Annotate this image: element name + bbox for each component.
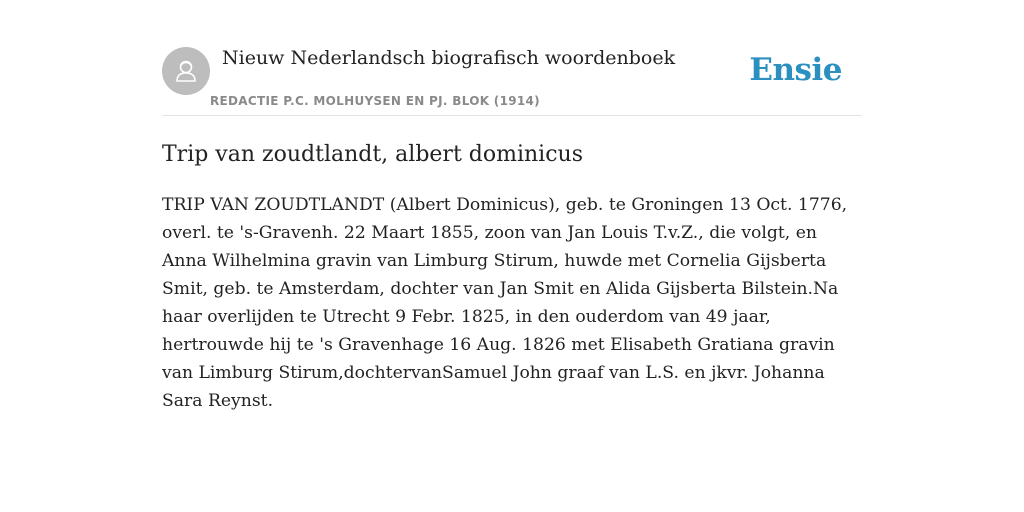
source-avatar[interactable] (162, 47, 210, 95)
source-title[interactable]: Nieuw Nederlandsch biografisch woordenboek (222, 47, 676, 69)
entry-title: Trip van zoudtlandt, albert dominicus (162, 142, 583, 167)
entry-body: TRIP VAN ZOUDTLANDT (Albert Dominicus), geb. te Groningen 13 Oct. 1776, overl. te 's-Gravenh. 22 Maart 1855, zoon van Jan Louis T.v.Z., die volgt, en Anna Wilhelmina gravin van Limburg Stirum, huwde met Cornelia Gijsberta Smit, geb. te Amsterdam, dochter van Jan Smit en Alida Gijsberta Bilstein.Na haar overlijden te Utrecht 9 Febr. 1825, in den ouderdom van 49 jaar, hertrouwde hij te 's Gravenhage 16 Aug. 1826 met Elisabeth Gratiana gravin van Limburg Stirum,dochtervanSamuel John graaf van L.S. en jkvr. Johanna Sara Reynst. (162, 195, 848, 411)
source-header (162, 40, 862, 116)
entry-card (162, 40, 862, 415)
user-icon (172, 57, 200, 85)
source-editor: REDACTIE P.C. MOLHUYSEN EN PJ. BLOK (1914) (210, 94, 540, 108)
brand-logo[interactable]: Ensie (749, 52, 842, 88)
